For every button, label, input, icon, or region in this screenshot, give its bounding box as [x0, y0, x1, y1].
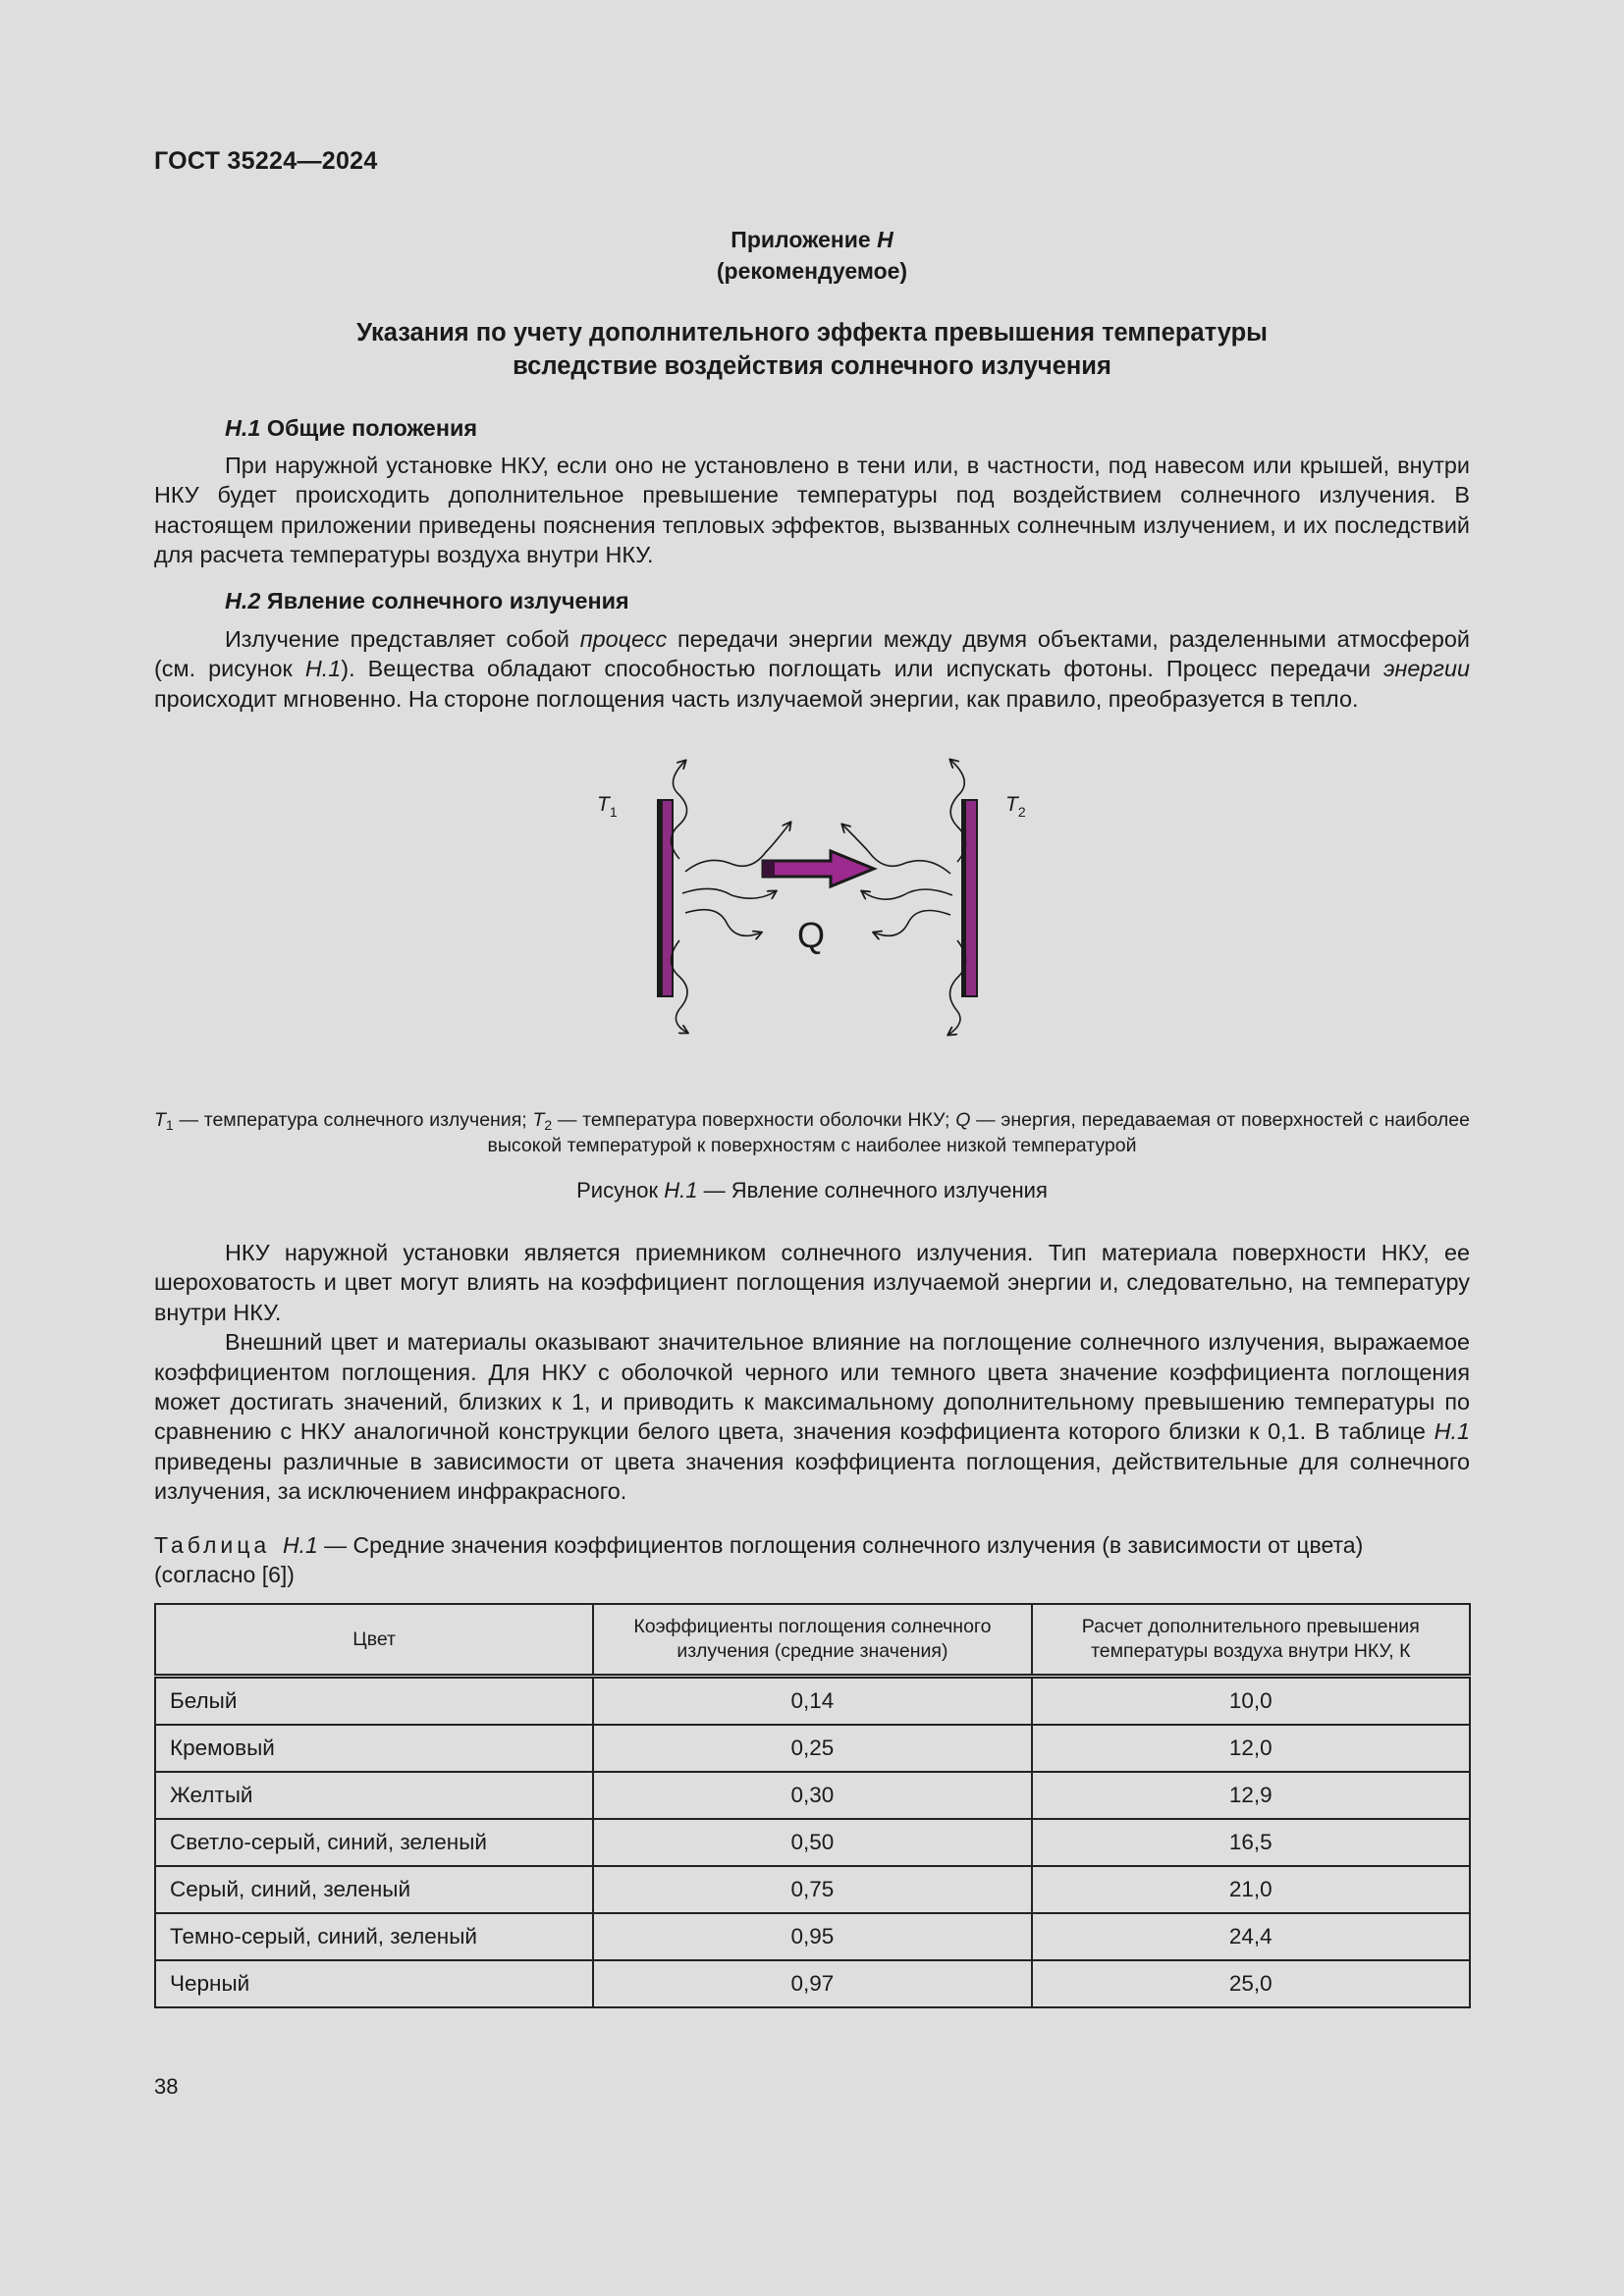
color-cell: Серый, синий, зеленый — [155, 1866, 593, 1913]
symbol-t1: T — [154, 1109, 166, 1131]
symbol-q: Q — [955, 1109, 971, 1131]
table-row — [155, 1960, 1470, 2007]
section-1-body — [154, 451, 1470, 570]
temperature-cell: 24,4 — [1032, 1913, 1470, 1960]
paragraph: При наружной установке НКУ, если оно не установлено в тени или, в частности, под навесом или крышей, внутри НКУ будет происходить дополнительное превышение температуры под воздействием солнечного излучения. В настоящем приложении приведены пояснения тепловых эффектов, вызванных солнечным излучением, и их последствий для расчета температуры воздуха внутри НКУ. — [154, 453, 1470, 568]
caption-word: Таблица — [154, 1532, 271, 1558]
section-title: Общие положения — [260, 415, 477, 441]
paragraph: НКУ наружной установки является приемником солнечного излучения. Тип материала поверхности НКУ, ее шероховатость и цвет могут влиять на коэффициент поглощения излучаемой энергии и, следовательно, на температуру внутри НКУ. — [154, 1240, 1470, 1325]
caption-text: — Средние значения коэффициентов поглощения солнечного излучения (в зависимости от цвета) (согласно [6]) — [154, 1532, 1364, 1587]
page-number: 38 — [154, 2074, 179, 2099]
radiation-waves — [672, 760, 966, 1035]
section-2-body — [154, 624, 1470, 714]
table-caption — [154, 1530, 1470, 1589]
temperature-cell: 12,0 — [1032, 1725, 1470, 1772]
coefficient-cell: 0,95 — [593, 1913, 1031, 1960]
section-heading-2 — [225, 588, 629, 614]
color-cell: Светло-серый, синий, зеленый — [155, 1819, 593, 1866]
standard-code: ГОСТ 35224—2024 — [154, 147, 378, 175]
table-row — [155, 1866, 1470, 1913]
symbol-t1-sub: 1 — [165, 1117, 174, 1133]
temperature-cell: 25,0 — [1032, 1960, 1470, 2007]
energy-flow-arrow — [763, 851, 874, 886]
temperature-cell: 16,5 — [1032, 1819, 1470, 1866]
label-q: Q — [797, 915, 826, 955]
caption-text: — Явление солнечного излучения — [697, 1178, 1048, 1202]
color-cell: Белый — [155, 1677, 593, 1726]
table-header-row — [155, 1604, 1470, 1677]
table-row — [155, 1913, 1470, 1960]
table-row — [155, 1677, 1470, 1726]
annex-status: (рекомендуемое) — [716, 258, 908, 284]
page-title-line-2: вследствие воздействия солнечного излучения — [513, 352, 1111, 380]
text-run: Внешний цвет и материалы оказывают значительное влияние на поглощение солнечного излучения, выражаемое коэффициентом поглощения. Для НКУ с оболочкой черного или темного цвета значение коэффициента поглощения может достигать значений, близких к 1, и приводить к максимальному дополнительному превышению температуры по сравнению с НКУ аналогичной конструкции белого цвета, значения коэффициента которого близки к 0,1. В таблице — [154, 1329, 1470, 1445]
color-cell: Черный — [155, 1960, 593, 2007]
column-header: Коэффициенты поглощения солнечного излучения (средние значения) — [593, 1604, 1031, 1677]
temperature-cell: 10,0 — [1032, 1677, 1470, 1726]
temperature-cell: 12,9 — [1032, 1772, 1470, 1819]
page-title — [154, 316, 1470, 383]
table-row — [155, 1772, 1470, 1819]
text-run: приведены различные в зависимости от цвета значения коэффициента поглощения, действительные для солнечного излучения, за исключением инфракрасного. — [154, 1448, 1470, 1505]
annex-letter: Н — [877, 227, 893, 252]
column-header: Расчет дополнительного превышения температуры воздуха внутри НКУ, К — [1032, 1604, 1470, 1677]
figure-caption — [154, 1178, 1470, 1203]
figure-legend — [154, 1107, 1470, 1158]
caption-prefix: Рисунок — [576, 1178, 665, 1202]
annex-heading — [154, 224, 1470, 287]
absorption-table — [154, 1603, 1471, 2008]
text-run: передачи энергии между двумя объектами, разделенными атмосферой (см. рисунок — [154, 626, 1470, 682]
annex-label: Приложение — [731, 227, 878, 252]
label-t2: $T_2$ — [1005, 793, 1026, 820]
coefficient-cell: 0,75 — [593, 1866, 1031, 1913]
legend-text-q: — энергия, передаваемая от поверхностей с наиболее высокой температурой к поверхностям с наиболее низкой температурой — [487, 1109, 1470, 1156]
legend-text-t2: — температура поверхности оболочки НКУ; — [552, 1109, 956, 1131]
temperature-cell: 21,0 — [1032, 1866, 1470, 1913]
coefficient-cell: 0,30 — [593, 1772, 1031, 1819]
caption-number: Н.1 — [664, 1178, 698, 1202]
paragraph — [154, 624, 1470, 714]
symbol-t2: T — [532, 1109, 545, 1131]
text-run: происходит мгновенно. На стороне поглощения часть излучаемой энергии, как правило, преобразуется в тепло. — [154, 685, 1359, 712]
paragraph — [154, 1327, 1470, 1506]
section-title: Явление солнечного излучения — [260, 588, 629, 614]
coefficient-cell: 0,50 — [593, 1819, 1031, 1866]
caption-number: Н.1 — [282, 1532, 318, 1558]
legend-text-t1: — температура солнечного излучения; — [173, 1109, 533, 1131]
page-title-line-1: Указания по учету дополнительного эффекта превышения температуры — [356, 319, 1268, 347]
text-run-italic: процесс — [579, 626, 668, 652]
text-run-italic: энергии — [1383, 656, 1470, 682]
coefficient-cell: 0,14 — [593, 1677, 1031, 1726]
radiation-figure — [569, 746, 1060, 1050]
label-t1: $T_1$ — [597, 793, 618, 820]
text-run: ). Вещества обладают способностью поглощать или испускать фотоны. Процесс передачи — [341, 656, 1384, 682]
figure-reference: Н.1 — [304, 656, 342, 682]
table-reference: Н.1 — [1434, 1418, 1470, 1445]
coefficient-cell: 0,97 — [593, 1960, 1031, 2007]
color-cell: Кремовый — [155, 1725, 593, 1772]
text-run: Излучение представляет собой — [225, 626, 580, 652]
section-heading-1 — [225, 415, 477, 442]
color-cell: Темно-серый, синий, зеленый — [155, 1913, 593, 1960]
table-row — [155, 1725, 1470, 1772]
column-header: Цвет — [155, 1604, 593, 1677]
color-cell: Желтый — [155, 1772, 593, 1819]
after-figure-body — [154, 1238, 1470, 1507]
section-number: Н.1 — [225, 415, 261, 441]
section-number: Н.2 — [225, 588, 261, 614]
coefficient-cell: 0,25 — [593, 1725, 1031, 1772]
table-row — [155, 1819, 1470, 1866]
symbol-t2-sub: 2 — [544, 1117, 553, 1133]
